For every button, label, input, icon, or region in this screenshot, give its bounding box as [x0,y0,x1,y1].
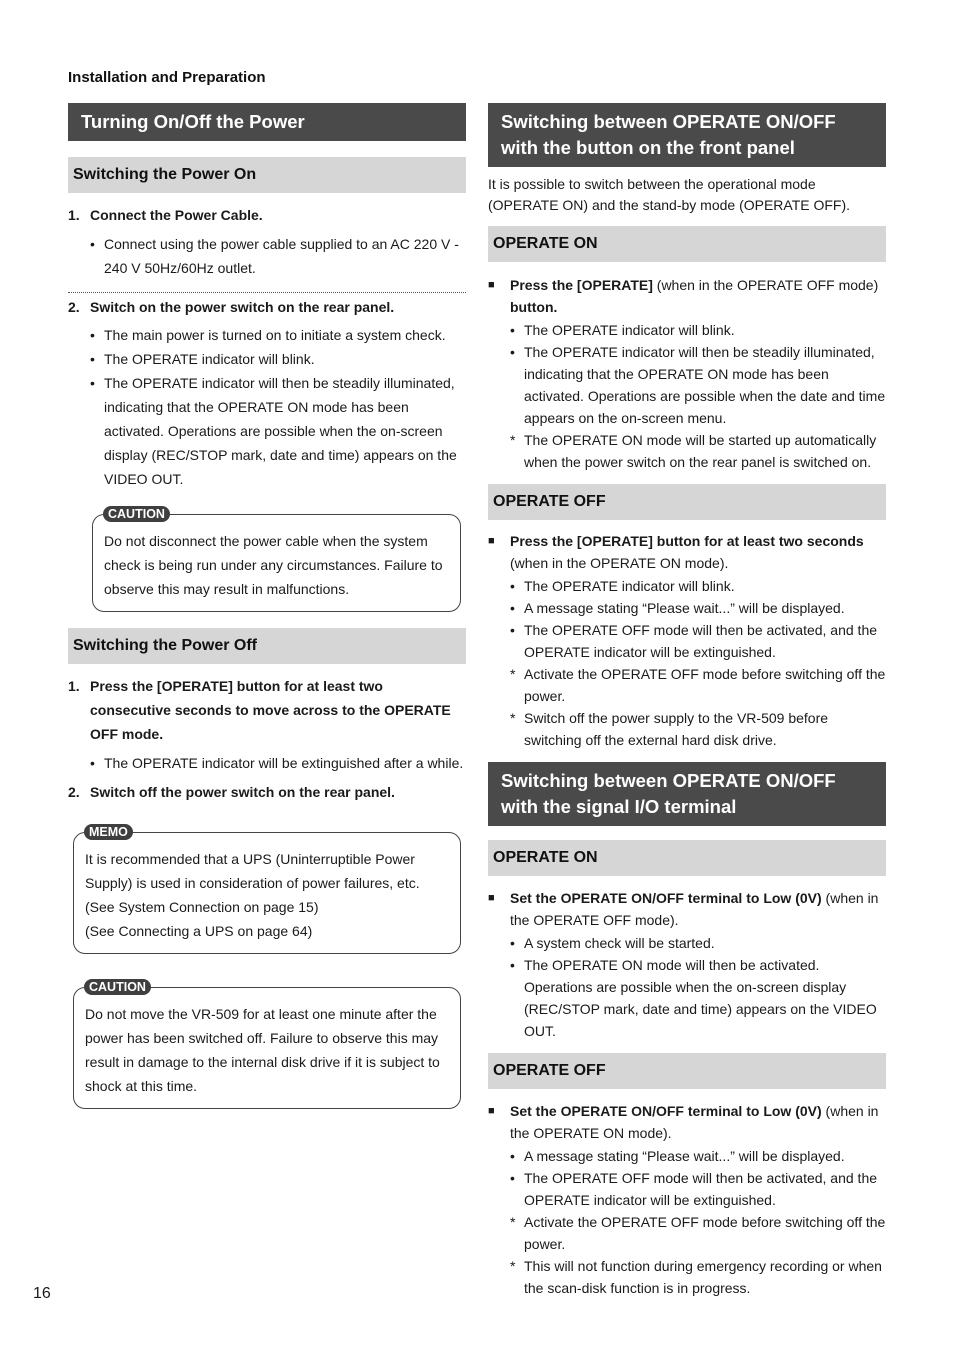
list-item [488,619,886,663]
list-item [488,1211,886,1255]
square-bullet-icon: ■ [488,892,495,904]
bullet-mark: • [510,1170,515,1186]
dotted-divider [68,292,466,293]
caution-box [92,507,461,612]
list-item-text: The OPERATE OFF mode will then be activated, and the OPERATE indicator will be extinguished. [524,1170,878,1208]
bullet-mark: * [510,432,516,448]
list-item [488,954,886,1042]
instruction-text [510,274,886,318]
power-off-heading: Switching the Power Off [68,628,466,664]
signal-operate-off-list [488,1145,886,1299]
instruction-bold: Set the OPERATE ON/OFF terminal to Low (0V) [510,1103,822,1119]
list-item-text: The OPERATE ON mode will be started up automatically when the power switch on the rear panel is switched on. [524,432,877,470]
bullet-mark: • [90,236,95,252]
caution-text: Do not move the VR-509 for at least one minute after the power has been switched off. Failure to observe this may result in damage to the internal disk drive if it is subject to shock at this time. [85,1006,440,1094]
instruction [488,1100,886,1144]
bullet-mark: • [90,755,95,771]
list-item [68,323,466,347]
list-item-text: Connect using the power cable supplied to an AC 220 V - 240 V 50Hz/60Hz outlet. [104,236,459,276]
list-item [488,932,886,954]
list-item-text: The OPERATE indicator will be extinguished after a while. [104,755,464,771]
memo-tag: MEMO [84,824,133,840]
step-text: Switch on the power switch on the rear panel. [90,299,395,315]
list-item-text: The main power is turned on to initiate a system check. [104,327,446,343]
list-item-text: A message stating “Please wait...” will be displayed. [524,1148,845,1164]
right-column [488,103,886,1299]
power-on-step-1 [68,203,466,227]
list-item-text: The OPERATE indicator will then be steadily illuminated, indicating that the OPERATE ON mode has been activated. Operations are possible when the date and time appears on the on-screen menu. [524,344,886,426]
memo-line: (See Connecting a UPS on page 64) [85,923,313,939]
instruction-bold: Press the [OPERATE] [510,277,653,293]
instruction-bold: button. [510,299,558,315]
instruction [488,274,886,318]
caution-tag: CAUTION [84,979,151,995]
memo-line: (See System Connection on page 15) [85,899,319,915]
list-item-text: Activate the OPERATE OFF mode before switching off the power. [524,666,886,704]
list-item-text: The OPERATE indicator will blink. [524,322,735,338]
front-panel-intro: It is possible to switch between the operational mode (OPERATE ON) and the stand-by mode (OPERATE OFF). [488,176,851,213]
instruction-normal: (when in the OPERATE ON mode). [510,555,729,571]
bullet-mark: * [510,1214,516,1230]
list-item-text: The OPERATE OFF mode will then be activated, and the OPERATE indicator will be extinguished. [524,622,878,660]
list-item-text: The OPERATE indicator will blink. [104,351,315,367]
list-item [68,347,466,371]
caution-box [73,980,461,1109]
bullet-mark: • [510,1148,515,1164]
instruction-text [510,1100,886,1144]
list-item [488,1145,886,1167]
signal-operate-off-heading: OPERATE OFF [488,1053,886,1089]
front-operate-off-list [488,575,886,751]
caution-tag: CAUTION [103,506,170,522]
power-off-step-1 [68,674,466,746]
bullet-mark: • [90,351,95,367]
front-operate-off-heading: OPERATE OFF [488,484,886,520]
list-item [68,751,466,775]
list-item-text: The OPERATE indicator will blink. [524,578,735,594]
left-column [68,103,466,1109]
signal-operate-on-list [488,932,886,1042]
bullet-mark: • [90,327,95,343]
power-on-step-2 [68,295,466,319]
step-text: Switch off the power switch on the rear panel. [90,784,395,800]
instruction [488,530,886,574]
list-item-text: The OPERATE ON mode will then be activated. Operations are possible when the on-screen display (REC/STOP mark, date and time) appears on the VIDEO OUT. [524,957,877,1039]
bullet-mark: • [510,622,515,638]
section-label: Installation and Preparation [68,69,266,86]
power-on-heading: Switching the Power On [68,157,466,193]
square-bullet-icon: ■ [488,535,495,547]
signal-operate-on-heading: OPERATE ON [488,840,886,876]
memo-line: It is recommended that a UPS (Uninterruptible Power Supply) is used in consideration of power failures, etc. [85,851,420,891]
instruction-normal: (when in the OPERATE OFF mode). [510,890,879,928]
list-item [488,319,886,341]
instruction [488,887,886,931]
step-number: 1. [68,678,80,694]
page-number: 16 [33,1285,51,1302]
list-item [488,1255,886,1299]
list-item [488,707,886,751]
bullet-mark: • [510,322,515,338]
list-item [488,341,886,429]
list-item-text: A message stating “Please wait...” will be displayed. [524,600,845,616]
power-section-title: Turning On/Off the Power [68,103,466,141]
square-bullet-icon: ■ [488,1105,495,1117]
signal-io-title: Switching between OPERATE ON/OFF with the signal I/O terminal [488,762,886,826]
bullet-mark: • [90,375,95,391]
square-bullet-icon: ■ [488,279,495,291]
step-text: Press the [OPERATE] button for at least two consecutive seconds to move across to the OPERATE OFF mode. [90,678,451,742]
bullet-mark: • [510,957,515,973]
bullet-mark: • [510,935,515,951]
step-text: Connect the Power Cable. [90,207,263,223]
bullet-mark: * [510,710,516,726]
instruction-text [510,887,886,931]
step-number: 2. [68,299,80,315]
power-off-step-2 [68,780,466,804]
list-item [488,1167,886,1211]
bullet-mark: • [510,344,515,360]
instruction-bold: Press the [OPERATE] button for at least two seconds [510,533,864,549]
front-panel-title: Switching between OPERATE ON/OFF with the button on the front panel [488,103,886,167]
step-number: 1. [68,207,80,223]
front-operate-on-list [488,319,886,473]
instruction-normal: (when in the OPERATE OFF mode) [652,277,879,293]
list-item [488,575,886,597]
list-item-text: Activate the OPERATE OFF mode before switching off the power. [524,1214,886,1252]
bullet-mark: * [510,1258,516,1274]
list-item-text: This will not function during emergency recording or when the scan-disk function is in progress. [524,1258,882,1296]
bullet-mark: • [510,578,515,594]
list-item [68,232,466,280]
list-item [488,597,886,619]
list-item-text: A system check will be started. [524,935,715,951]
memo-box [73,825,461,954]
list-item [68,371,466,491]
list-item [488,663,886,707]
instruction-text [510,530,886,574]
instruction-normal: (when in the OPERATE ON mode). [510,1103,879,1141]
step-number: 2. [68,784,80,800]
list-item [488,429,886,473]
list-item-text: Switch off the power supply to the VR-509 before switching off the external hard disk drive. [524,710,829,748]
front-operate-on-heading: OPERATE ON [488,226,886,262]
bullet-mark: * [510,666,516,682]
caution-text: Do not disconnect the power cable when the system check is being run under any circumstances. Failure to observe this may result in malfunctions. [104,533,443,597]
bullet-mark: • [510,600,515,616]
list-item-text: The OPERATE indicator will then be steadily illuminated, indicating that the OPERATE ON mode has been activated. Operations are possible when the on-screen display (REC/STOP mark, date and time) appears on the VIDEO OUT. [104,375,457,487]
instruction-bold: Set the OPERATE ON/OFF terminal to Low (0V) [510,890,822,906]
